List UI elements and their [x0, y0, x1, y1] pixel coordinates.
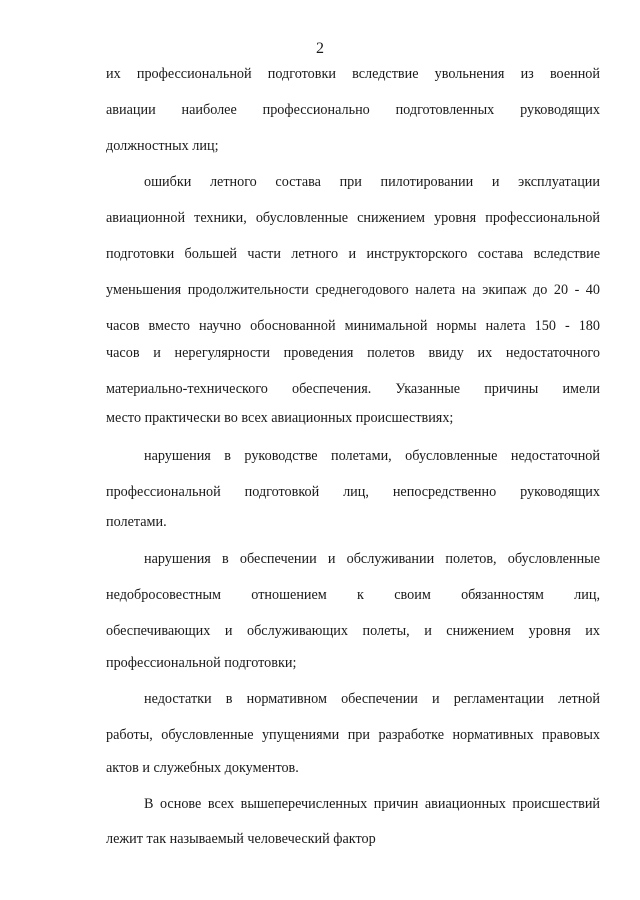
text-line: обеспечивающих и обслуживающих полеты, и снижением уровня их — [106, 623, 600, 639]
text-line: часов и нерегулярности проведения полетов ввиду их недостаточного — [106, 345, 600, 361]
text-line: лежит так называемый человеческий фактор — [106, 831, 376, 847]
text-line: профессиональной подготовкой лиц, непосредственно руководящих — [106, 484, 600, 500]
text-line: авиации наиболее профессионально подготовленных руководящих — [106, 102, 600, 118]
text-line: авиационной техники, обусловленные снижением уровня профессиональной — [106, 210, 600, 226]
text-line: место практически во всех авиационных происшествиях; — [106, 410, 454, 426]
text-line: актов и служебных документов. — [106, 760, 299, 776]
text-line: должностных лиц; — [106, 138, 219, 154]
text-line: уменьшения продолжительности среднегодового налета на экипаж до 20 - 40 — [106, 282, 600, 298]
text-line: подготовки большей части летного и инструкторского состава вследствие — [106, 246, 600, 262]
page-number: 2 — [316, 40, 324, 57]
text-line: материально-технического обеспечения. Указанные причины имели — [106, 381, 600, 397]
text-line: полетами. — [106, 514, 167, 530]
text-line: их профессиональной подготовки вследствие увольнения из военной — [106, 66, 600, 82]
text-line: часов вместо научно обоснованной минимальной нормы налета 150 - 180 — [106, 318, 600, 334]
text-line: недобросовестным отношением к своим обязанностям лиц, — [106, 587, 600, 603]
text-line: профессиональной подготовки; — [106, 655, 297, 671]
text-line: недостатки в нормативном обеспечении и регламентации летной — [144, 691, 600, 707]
text-line: нарушения в обеспечении и обслуживании полетов, обусловленные — [144, 551, 600, 567]
text-line: В основе всех вышеперечисленных причин авиационных происшествий — [144, 796, 600, 812]
text-line: нарушения в руководстве полетами, обусловленные недостаточной — [144, 448, 600, 464]
text-line: ошибки летного состава при пилотировании и эксплуатации — [144, 174, 600, 190]
text-line: работы, обусловленные упущениями при разработке нормативных правовых — [106, 727, 600, 743]
